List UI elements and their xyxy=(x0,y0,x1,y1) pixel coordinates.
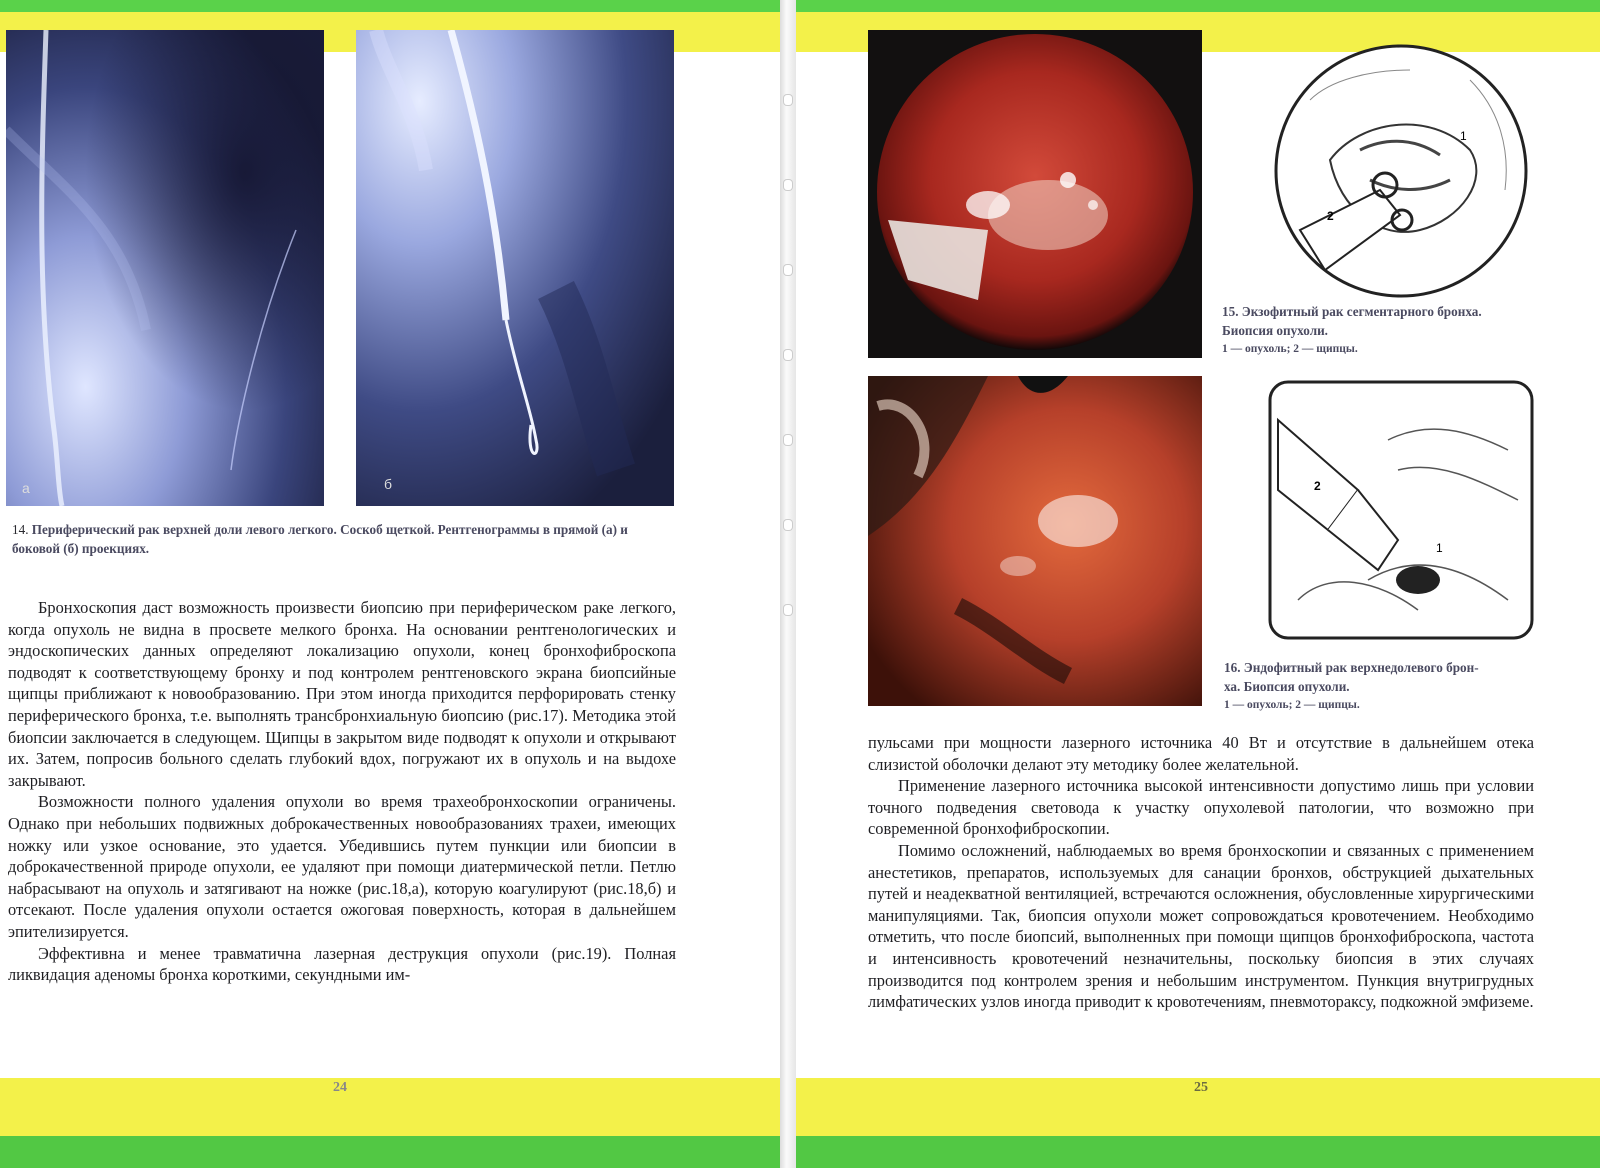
binding-notch xyxy=(784,180,792,190)
endoscopy-photo-fig15 xyxy=(868,30,1202,358)
bottom-green-band xyxy=(0,1136,1600,1168)
figure15-caption-line2: Биопсия опухоли. xyxy=(1222,323,1328,338)
drawing16-label-2: 2 xyxy=(1314,479,1321,493)
figure16-caption-line2: ха. Биопсия опухоли. xyxy=(1224,679,1350,694)
binding-notch xyxy=(784,520,792,530)
book-gutter xyxy=(780,0,796,1168)
endoscopy-image-16 xyxy=(868,376,1202,706)
drawing16-label-1: 1 xyxy=(1436,541,1443,555)
binding-notch xyxy=(784,95,792,105)
figure14-caption-text: Периферический рак верхней доли левого легкого. Соскоб щеткой. Рентгенограммы в прямой (а) и боковой (б) проекциях. xyxy=(12,522,628,556)
figure14-caption xyxy=(12,520,676,558)
right-page-body xyxy=(868,732,1534,1013)
top-green-band xyxy=(0,0,1600,12)
figure16-caption-line3: 1 — опухоль; 2 — щипцы. xyxy=(1224,699,1360,711)
page-number-right: 25 xyxy=(1194,1080,1208,1095)
endoscopy-photo-fig16 xyxy=(868,376,1202,706)
drawing15-label-1: 1 xyxy=(1460,129,1467,143)
binding-notch xyxy=(784,605,792,615)
endoscopy-image-15 xyxy=(868,30,1202,358)
drawing15-label-2: 2 xyxy=(1327,209,1334,223)
figure15-caption xyxy=(1222,302,1542,359)
xray-image-b xyxy=(356,30,674,506)
figure15-caption-line3: 1 — опухоль; 2 — щипцы. xyxy=(1222,343,1358,355)
body-paragraph: пульсами при мощности лазерного источника 40 Вт и отсутствие в дальнейшем отека слизистой оболочки делают эту методику более желательной. xyxy=(868,733,1534,774)
body-paragraph: Бронхоскопия даст возможность произвести биопсию при периферическом раке легкого, когда опухоль не видна в просвете мелкого бронха. На основании рентгенологических и эндоскопических данных определяют локализацию опухоли, конец бронхофиброскопа подводят к соответствующему бронху и под контролем рентгеновского экрана биопсийные щипцы приближают к новообразованию. При этом иногда приходится перфорировать стенку периферического бронха, т.е. выполнять трансбронхиальную биопсию (рис.17). Методика этой биопсии заключается в следующем. Щипцы в закрытом виде подводят к опухоли и открывают их. Затем, попросив больного сделать глубокий вдох, погружают их в опухоль и на выдохе закрывают. xyxy=(8,598,676,790)
left-page-body xyxy=(8,597,676,986)
page-number-left: 24 xyxy=(333,1080,347,1095)
binding-notch xyxy=(784,265,792,275)
binding-notch xyxy=(784,435,792,445)
binding-notch xyxy=(784,350,792,360)
bottom-yellow-band xyxy=(0,1078,1600,1136)
biopsy-drawing-15 xyxy=(1270,40,1532,302)
xray-panel-a xyxy=(6,30,324,506)
body-paragraph: Эффективна и менее травматична лазерная деструкция опухоли (рис.19). Полная ликвидация аденомы бронха короткими, секундными им- xyxy=(8,943,676,985)
xray-image-a xyxy=(6,30,324,506)
figure16-caption xyxy=(1224,658,1542,715)
drawing-fig16 xyxy=(1268,380,1534,640)
xray-panel-b xyxy=(356,30,674,506)
figure14-number: 14. xyxy=(12,522,29,537)
drawing-fig15 xyxy=(1270,40,1532,302)
body-paragraph: Возможности полного удаления опухоли во время трахеобронхоскопии ограничены. Однако при небольших подвижных доброкачественных новообразованиях трахеи, имеющих ножку или узкое основание, это удается. Убедившись путем пункции или биопсии в доброкачественной природе опухоли, ее удаляют при помощи диатермической петли. Петлю набрасывают на опухоль и затягивают на ножке (рис.18,а), которую коагулируют (рис.18,б) и отсекают. После удаления опухоли остается ожоговая поверхность, которая в дальнейшем эпителизируется. xyxy=(8,792,676,941)
body-paragraph: Применение лазерного источника высокой интенсивности допустимо лишь при условии точного подведения световода к участку опухолевой патологии, что возможно при современной бронхофиброскопии. xyxy=(868,776,1534,839)
panel-b-label: б xyxy=(384,476,393,492)
panel-a-label: а xyxy=(22,480,30,496)
figure16-caption-line1: 16. Эндофитный рак верхнедолевого брон- xyxy=(1224,660,1479,675)
body-paragraph: Помимо осложнений, наблюдаемых во время бронхоскопии и связанных с применением анестетиков, препаратов, используемых для санации бронхов, обструкцией дыхательных путей и неадекватной вентиляцией, встречаются осложнения, обусловленные хирургическими манипуляциями. Так, биопсия опухоли может сопровождаться кровотечением. Необходимо отметить, что после биопсий, выполненных при помощи щипцов бронхофиброскопа, частота и интенсивность кровотечений незначительны, поскольку биопсия в этих случаях производится под контролем зрения и небольшим инструментом. Пункция внутригрудных лимфатических узлов иногда приводит к кровотечениям, пневмотораксу, подкожной эмфиземе. xyxy=(868,840,1534,1012)
biopsy-drawing-16 xyxy=(1268,380,1534,640)
figure15-caption-line1: 15. Экзофитный рак сегментарного бронха. xyxy=(1222,304,1482,319)
